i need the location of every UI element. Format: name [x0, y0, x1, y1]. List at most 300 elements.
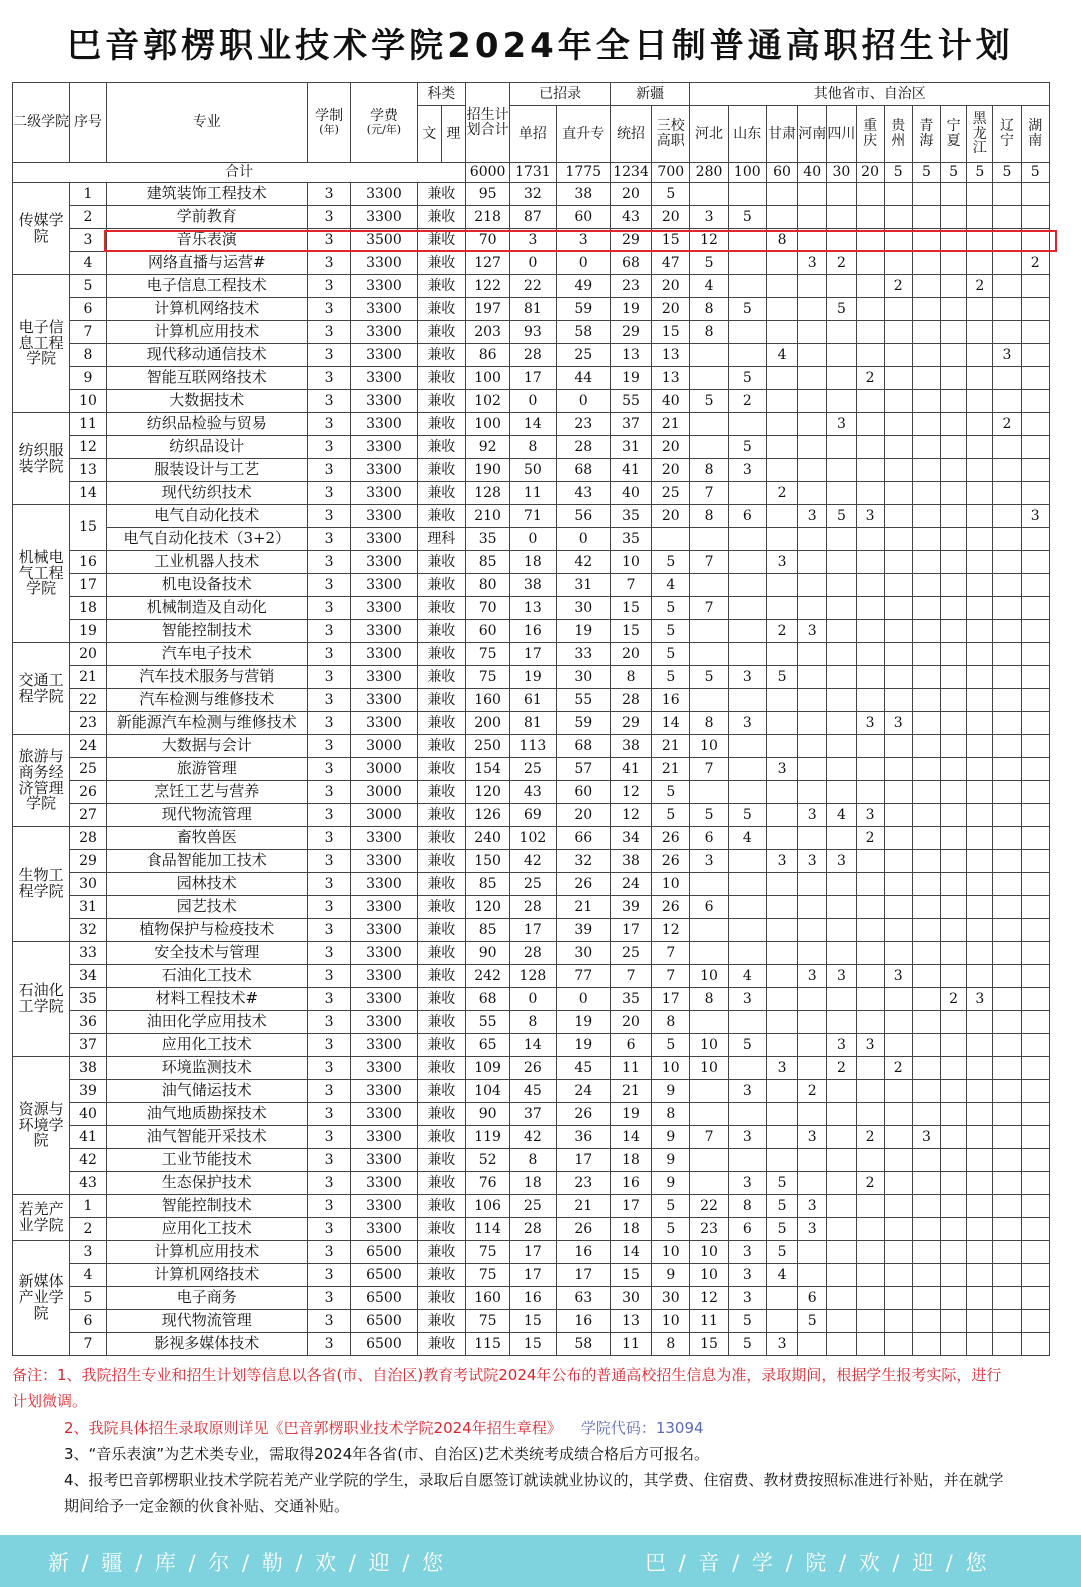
- province-cell: [912, 1333, 940, 1356]
- province-cell: [1021, 1218, 1049, 1241]
- years-cell: 3: [307, 827, 350, 850]
- province-cell: 3: [856, 712, 884, 735]
- danzhao-cell: 81: [510, 712, 556, 735]
- fee-cell: 3300: [351, 436, 417, 459]
- zhisheng-cell: 19: [556, 1034, 610, 1057]
- province-cell: [798, 1103, 827, 1126]
- header-province: 辽宁: [993, 106, 1021, 163]
- table-row: [13, 965, 1050, 988]
- table-row: [13, 1241, 1050, 1264]
- province-cell: [766, 505, 797, 528]
- province-cell: [798, 643, 827, 666]
- years-cell: 3: [307, 689, 350, 712]
- zhisheng-cell: 59: [556, 298, 610, 321]
- province-cell: [690, 367, 728, 390]
- province-cell: 2: [728, 390, 766, 413]
- years-cell: 3: [307, 183, 350, 206]
- zhisheng-cell: 30: [556, 942, 610, 965]
- row-number: 29: [70, 850, 106, 873]
- province-cell: 3: [728, 1172, 766, 1195]
- sanxiao-cell: 7: [652, 942, 690, 965]
- province-cell: [728, 413, 766, 436]
- subject-cell: 兼收: [417, 1333, 465, 1356]
- total-cell: 700: [652, 163, 690, 183]
- province-cell: [856, 919, 884, 942]
- province-cell: [912, 413, 940, 436]
- province-cell: 2: [827, 252, 856, 275]
- table-row: [13, 758, 1050, 781]
- plan-total-cell: 120: [465, 781, 509, 804]
- province-cell: [912, 919, 940, 942]
- total-cell: 5: [1021, 163, 1049, 183]
- table-row: [13, 597, 1050, 620]
- province-cell: [941, 183, 967, 206]
- table-row: [13, 367, 1050, 390]
- province-cell: [798, 551, 827, 574]
- danzhao-cell: 0: [510, 528, 556, 551]
- province-cell: [993, 1287, 1021, 1310]
- province-cell: 5: [728, 804, 766, 827]
- years-cell: 3: [307, 896, 350, 919]
- province-cell: [766, 1126, 797, 1149]
- province-cell: [856, 482, 884, 505]
- tongzhao-cell: 20: [610, 1011, 651, 1034]
- province-cell: [766, 1080, 797, 1103]
- province-cell: [912, 597, 940, 620]
- province-cell: 5: [690, 666, 728, 689]
- tongzhao-cell: 38: [610, 850, 651, 873]
- province-cell: [766, 183, 797, 206]
- province-cell: 3: [766, 758, 797, 781]
- danzhao-cell: 45: [510, 1080, 556, 1103]
- plan-total-cell: 104: [465, 1080, 509, 1103]
- fee-cell: 6500: [351, 1287, 417, 1310]
- province-cell: [856, 666, 884, 689]
- province-cell: [766, 804, 797, 827]
- zhisheng-cell: 0: [556, 252, 610, 275]
- tongzhao-cell: 15: [610, 620, 651, 643]
- province-cell: [690, 1103, 728, 1126]
- province-cell: [912, 252, 940, 275]
- table-row: [13, 321, 1050, 344]
- table-row: [13, 252, 1050, 275]
- province-cell: [884, 298, 912, 321]
- plan-total-cell: 75: [465, 1310, 509, 1333]
- province-cell: 3: [912, 1126, 940, 1149]
- province-cell: [993, 1333, 1021, 1356]
- province-cell: 5: [728, 367, 766, 390]
- row-number: 42: [70, 1149, 106, 1172]
- province-cell: [798, 528, 827, 551]
- tongzhao-cell: 38: [610, 735, 651, 758]
- danzhao-cell: 17: [510, 1241, 556, 1264]
- province-cell: [912, 666, 940, 689]
- sanxiao-cell: 5: [652, 781, 690, 804]
- fee-cell: 3300: [351, 1080, 417, 1103]
- subject-cell: 兼收: [417, 735, 465, 758]
- province-cell: [798, 781, 827, 804]
- row-number: 26: [70, 781, 106, 804]
- plan-total-cell: 160: [465, 689, 509, 712]
- table-row: [13, 183, 1050, 206]
- province-cell: [884, 229, 912, 252]
- province-cell: [941, 528, 967, 551]
- plan-total-cell: 85: [465, 551, 509, 574]
- province-cell: [941, 413, 967, 436]
- province-cell: [967, 1218, 993, 1241]
- years-cell: 3: [307, 436, 350, 459]
- fee-cell: 6500: [351, 1241, 417, 1264]
- province-cell: [967, 942, 993, 965]
- province-cell: [967, 252, 993, 275]
- province-cell: [798, 275, 827, 298]
- zhisheng-cell: 56: [556, 505, 610, 528]
- province-cell: [993, 942, 1021, 965]
- table-row: [13, 1218, 1050, 1241]
- fee-cell: 6500: [351, 1310, 417, 1333]
- years-cell: 3: [307, 781, 350, 804]
- major-name: 油气储运技术: [106, 1080, 307, 1103]
- tongzhao-cell: 12: [610, 781, 651, 804]
- province-cell: [967, 965, 993, 988]
- subject-cell: 兼收: [417, 988, 465, 1011]
- province-cell: [856, 206, 884, 229]
- province-cell: [941, 1149, 967, 1172]
- province-cell: 2: [827, 1057, 856, 1080]
- plan-total-cell: 75: [465, 1241, 509, 1264]
- province-cell: [728, 1011, 766, 1034]
- years-cell: 3: [307, 1103, 350, 1126]
- subject-cell: 兼收: [417, 896, 465, 919]
- header-province: 青海: [912, 106, 940, 163]
- row-number: 7: [70, 1333, 106, 1356]
- province-cell: [827, 1172, 856, 1195]
- fee-cell: 3000: [351, 758, 417, 781]
- plan-total-cell: 203: [465, 321, 509, 344]
- table-row: [13, 942, 1050, 965]
- tongzhao-cell: 19: [610, 298, 651, 321]
- province-cell: 3: [728, 666, 766, 689]
- province-cell: [993, 1264, 1021, 1287]
- years-cell: 3: [307, 804, 350, 827]
- plan-total-cell: 210: [465, 505, 509, 528]
- province-cell: 7: [690, 1126, 728, 1149]
- province-cell: [993, 505, 1021, 528]
- province-cell: 4: [766, 1264, 797, 1287]
- province-cell: [967, 1103, 993, 1126]
- zhisheng-cell: 63: [556, 1287, 610, 1310]
- province-cell: [912, 804, 940, 827]
- college-name: 石油化工学院: [13, 942, 70, 1057]
- years-cell: 3: [307, 1080, 350, 1103]
- province-cell: [884, 735, 912, 758]
- province-cell: [993, 436, 1021, 459]
- sanxiao-cell: 12: [652, 919, 690, 942]
- years-cell: 3: [307, 482, 350, 505]
- table-row: [13, 735, 1050, 758]
- subject-cell: 兼收: [417, 1195, 465, 1218]
- province-cell: 5: [690, 252, 728, 275]
- row-number: 23: [70, 712, 106, 735]
- table-row: [13, 827, 1050, 850]
- province-cell: [827, 1310, 856, 1333]
- province-cell: 5: [728, 206, 766, 229]
- danzhao-cell: 14: [510, 1034, 556, 1057]
- province-cell: [1021, 850, 1049, 873]
- province-cell: 3: [798, 1218, 827, 1241]
- years-cell: 3: [307, 1126, 350, 1149]
- plan-total-cell: 218: [465, 206, 509, 229]
- years-cell: 3: [307, 965, 350, 988]
- sanxiao-cell: 25: [652, 482, 690, 505]
- row-number: 6: [70, 298, 106, 321]
- province-cell: [941, 1126, 967, 1149]
- years-cell: 3: [307, 275, 350, 298]
- province-cell: [941, 229, 967, 252]
- province-cell: [993, 758, 1021, 781]
- subject-cell: 兼收: [417, 1034, 465, 1057]
- province-cell: [884, 597, 912, 620]
- province-cell: 4: [728, 965, 766, 988]
- province-cell: [941, 666, 967, 689]
- zhisheng-cell: 30: [556, 666, 610, 689]
- province-cell: [941, 459, 967, 482]
- province-cell: [993, 919, 1021, 942]
- tongzhao-cell: 40: [610, 482, 651, 505]
- province-cell: [827, 183, 856, 206]
- tongzhao-cell: 7: [610, 574, 651, 597]
- total-cell: 5: [912, 163, 940, 183]
- province-cell: [967, 459, 993, 482]
- province-cell: [884, 1333, 912, 1356]
- fee-cell: 3300: [351, 1103, 417, 1126]
- sanxiao-cell: 9: [652, 1126, 690, 1149]
- province-cell: [884, 1103, 912, 1126]
- major-name: 纺织品设计: [106, 436, 307, 459]
- province-cell: [1021, 1172, 1049, 1195]
- province-cell: [941, 321, 967, 344]
- province-cell: [827, 1080, 856, 1103]
- note-3: 3、“音乐表演”为艺术类专业，需取得2024年各省(市、自治区)艺术类统考成绩合格后方可报名。: [64, 1444, 709, 1463]
- province-cell: [690, 781, 728, 804]
- province-cell: [993, 988, 1021, 1011]
- table-row: [13, 1103, 1050, 1126]
- province-cell: [827, 1333, 856, 1356]
- province-cell: 12: [690, 229, 728, 252]
- table-row: [13, 781, 1050, 804]
- province-cell: [766, 1149, 797, 1172]
- plan-total-cell: 35: [465, 528, 509, 551]
- province-cell: 3: [728, 1287, 766, 1310]
- subject-cell: 兼收: [417, 965, 465, 988]
- plan-total-cell: 197: [465, 298, 509, 321]
- danzhao-cell: 37: [510, 1103, 556, 1126]
- danzhao-cell: 43: [510, 781, 556, 804]
- province-cell: [856, 436, 884, 459]
- province-cell: [967, 873, 993, 896]
- header-major: 专业: [106, 83, 307, 163]
- header-province: 贵州: [884, 106, 912, 163]
- province-cell: [993, 252, 1021, 275]
- plan-total-cell: 85: [465, 873, 509, 896]
- major-name: 纺织品检验与贸易: [106, 413, 307, 436]
- province-cell: [1021, 1080, 1049, 1103]
- zhisheng-cell: 66: [556, 827, 610, 850]
- province-cell: [912, 758, 940, 781]
- province-cell: 3: [856, 505, 884, 528]
- row-number: 7: [70, 321, 106, 344]
- row-number: 13: [70, 459, 106, 482]
- fee-cell: 3300: [351, 390, 417, 413]
- province-cell: [912, 436, 940, 459]
- subject-cell: 兼收: [417, 436, 465, 459]
- province-cell: 2: [798, 1080, 827, 1103]
- zhisheng-cell: 45: [556, 1057, 610, 1080]
- years-cell: 3: [307, 505, 350, 528]
- province-cell: 5: [728, 1034, 766, 1057]
- province-cell: [856, 1149, 884, 1172]
- province-cell: [827, 988, 856, 1011]
- row-number: 30: [70, 873, 106, 896]
- tongzhao-cell: 68: [610, 252, 651, 275]
- province-cell: [967, 735, 993, 758]
- province-cell: [912, 183, 940, 206]
- header-danzhao: 单招: [510, 106, 556, 163]
- province-cell: [884, 367, 912, 390]
- province-cell: [967, 1057, 993, 1080]
- province-cell: [1021, 206, 1049, 229]
- province-cell: [798, 390, 827, 413]
- danzhao-cell: 50: [510, 459, 556, 482]
- province-cell: [993, 574, 1021, 597]
- province-cell: [766, 1034, 797, 1057]
- tongzhao-cell: 20: [610, 643, 651, 666]
- subject-cell: 兼收: [417, 1149, 465, 1172]
- province-cell: [941, 206, 967, 229]
- province-cell: [766, 321, 797, 344]
- header-fee: 学费 (元/年): [351, 83, 417, 163]
- province-cell: [1021, 551, 1049, 574]
- province-cell: [728, 643, 766, 666]
- province-cell: [967, 298, 993, 321]
- row-number: 11: [70, 413, 106, 436]
- province-cell: [993, 551, 1021, 574]
- province-cell: [912, 942, 940, 965]
- danzhao-cell: 113: [510, 735, 556, 758]
- province-cell: [827, 643, 856, 666]
- province-cell: [884, 1011, 912, 1034]
- province-cell: [690, 574, 728, 597]
- major-name: 大数据与会计: [106, 735, 307, 758]
- fee-cell: 3300: [351, 1011, 417, 1034]
- plan-total-cell: 70: [465, 229, 509, 252]
- sanxiao-cell: 40: [652, 390, 690, 413]
- plan-total-cell: 126: [465, 804, 509, 827]
- province-cell: [856, 413, 884, 436]
- province-cell: [827, 275, 856, 298]
- province-cell: [884, 919, 912, 942]
- province-cell: [798, 574, 827, 597]
- table-row: [13, 804, 1050, 827]
- province-cell: [884, 781, 912, 804]
- province-cell: 15: [690, 1333, 728, 1356]
- province-cell: [690, 1149, 728, 1172]
- province-cell: [1021, 965, 1049, 988]
- province-cell: [912, 1057, 940, 1080]
- fee-cell: 3300: [351, 643, 417, 666]
- province-cell: [1021, 344, 1049, 367]
- province-cell: [993, 275, 1021, 298]
- province-cell: [941, 965, 967, 988]
- province-cell: [728, 574, 766, 597]
- table-row: [13, 390, 1050, 413]
- fee-cell: 3300: [351, 827, 417, 850]
- table-row: [13, 413, 1050, 436]
- major-name: 影视多媒体技术: [106, 1333, 307, 1356]
- danzhao-cell: 3: [510, 229, 556, 252]
- province-cell: [912, 1034, 940, 1057]
- fee-cell: 3300: [351, 689, 417, 712]
- province-cell: [941, 574, 967, 597]
- province-cell: [884, 1034, 912, 1057]
- province-cell: 3: [798, 965, 827, 988]
- province-cell: [993, 321, 1021, 344]
- province-cell: [967, 482, 993, 505]
- danzhao-cell: 69: [510, 804, 556, 827]
- years-cell: 3: [307, 597, 350, 620]
- sanxiao-cell: [652, 528, 690, 551]
- province-cell: [912, 1195, 940, 1218]
- province-cell: [941, 850, 967, 873]
- province-cell: [827, 321, 856, 344]
- plan-total-cell: 102: [465, 390, 509, 413]
- province-cell: [941, 689, 967, 712]
- years-cell: 3: [307, 206, 350, 229]
- province-cell: [766, 873, 797, 896]
- province-cell: [1021, 321, 1049, 344]
- province-cell: [967, 620, 993, 643]
- zhisheng-cell: 57: [556, 758, 610, 781]
- sanxiao-cell: 5: [652, 643, 690, 666]
- footer-right-text: 巴 / 音 / 学 / 院 / 欢 / 迎 / 您: [645, 1551, 990, 1575]
- province-cell: [941, 597, 967, 620]
- danzhao-cell: 16: [510, 620, 556, 643]
- years-cell: 3: [307, 321, 350, 344]
- row-number: 4: [70, 1264, 106, 1287]
- province-cell: [884, 850, 912, 873]
- zhisheng-cell: 68: [556, 459, 610, 482]
- total-cell: 100: [728, 163, 766, 183]
- province-cell: [690, 528, 728, 551]
- province-cell: 5: [827, 298, 856, 321]
- tongzhao-cell: 25: [610, 942, 651, 965]
- header-other-provinces: 其他省市、自治区: [690, 83, 1050, 106]
- plan-total-cell: 100: [465, 413, 509, 436]
- province-cell: 3: [856, 804, 884, 827]
- fee-cell: 3300: [351, 206, 417, 229]
- sanxiao-cell: 20: [652, 505, 690, 528]
- fee-cell: 3300: [351, 505, 417, 528]
- header-province: 河南: [798, 106, 827, 163]
- province-cell: [690, 942, 728, 965]
- sanxiao-cell: 9: [652, 1080, 690, 1103]
- province-cell: [993, 298, 1021, 321]
- province-cell: [827, 620, 856, 643]
- subject-cell: 兼收: [417, 758, 465, 781]
- province-cell: 2: [993, 413, 1021, 436]
- province-cell: [798, 413, 827, 436]
- tongzhao-cell: 31: [610, 436, 651, 459]
